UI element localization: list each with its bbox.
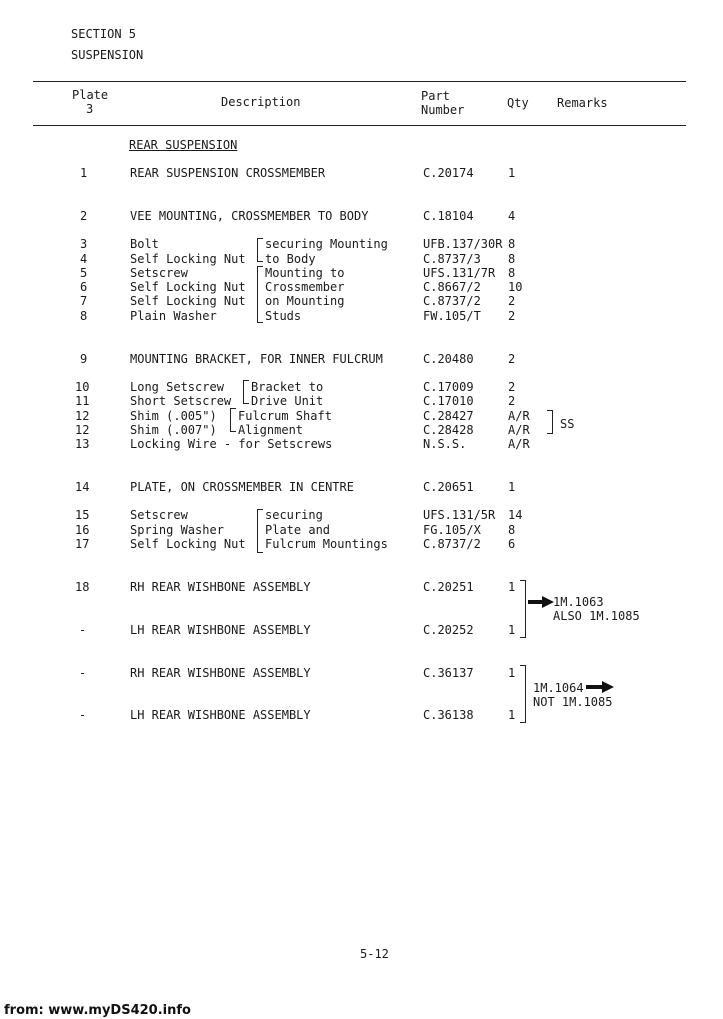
- row-note: on Mounting: [265, 294, 345, 308]
- row-description: Short Setscrew: [130, 394, 232, 408]
- arrow-right-icon: [586, 681, 614, 693]
- row-part-number: C.8737/2: [423, 537, 481, 551]
- page-number: 5-12: [360, 947, 389, 961]
- row-plate: 6: [80, 280, 88, 294]
- row-qty: 2: [508, 294, 516, 308]
- col-part-number: Number: [421, 103, 465, 117]
- row-qty: A/R: [508, 423, 530, 437]
- row-qty: 1: [508, 623, 516, 637]
- row-note: Alignment: [238, 423, 304, 437]
- row-description: REAR SUSPENSION CROSSMEMBER: [130, 166, 326, 180]
- row-qty: 14: [508, 508, 523, 522]
- bracket-wishbone-1: [520, 580, 526, 638]
- arrow-right-icon: [528, 596, 554, 608]
- row-note: Fulcrum Shaft: [238, 409, 332, 423]
- row-part-number: C.18104: [423, 209, 474, 223]
- row-plate: 13: [75, 437, 90, 451]
- row-plate: 3: [80, 237, 88, 251]
- row-note: Fulcrum Mountings: [265, 537, 388, 551]
- row-part-number: C.36138: [423, 708, 474, 722]
- row-qty: 10: [508, 280, 523, 294]
- row-note: to Body: [265, 252, 316, 266]
- row-qty: 8: [508, 523, 516, 537]
- row-description: Setscrew: [130, 508, 188, 522]
- row-plate: -: [79, 708, 87, 722]
- row-plate: 18: [75, 580, 90, 594]
- row-note: Mounting to: [265, 266, 345, 280]
- bracket-group-1a: [257, 238, 263, 262]
- bracket-group-2: [243, 380, 249, 404]
- row-qty: 1: [508, 166, 516, 180]
- row-description: RH REAR WISHBONE ASSEMBLY: [130, 580, 311, 594]
- row-qty: 2: [508, 394, 516, 408]
- row-plate: 5: [80, 266, 88, 280]
- row-qty: A/R: [508, 437, 530, 451]
- header-rule-bottom: [33, 125, 686, 126]
- row-part-number: C.20174: [423, 166, 474, 180]
- row-plate: 16: [75, 523, 90, 537]
- row-description: RH REAR WISHBONE ASSEMBLY: [130, 666, 311, 680]
- row-qty: 6: [508, 537, 516, 551]
- row-qty: 4: [508, 209, 516, 223]
- row-qty: 2: [508, 352, 516, 366]
- row-description: LH REAR WISHBONE ASSEMBLY: [130, 623, 311, 637]
- row-plate: 2: [80, 209, 88, 223]
- section-label: SECTION 5: [71, 27, 137, 41]
- row-part-number: C.20252: [423, 623, 474, 637]
- row-description: Self Locking Nut: [130, 294, 246, 308]
- row-qty: 1: [508, 708, 516, 722]
- header-rule-top: [33, 81, 686, 82]
- row-qty: A/R: [508, 409, 530, 423]
- row-note: Bracket to: [251, 380, 324, 394]
- row-part-number: UFB.137/30R: [423, 237, 503, 251]
- row-plate: 12: [75, 423, 90, 437]
- row-qty: 8: [508, 266, 516, 280]
- row-description: Shim (.005"): [130, 409, 217, 423]
- row-plate: 8: [80, 309, 88, 323]
- row-description: Long Setscrew: [130, 380, 224, 394]
- row-part-number: FG.105/X: [423, 523, 481, 537]
- row-description: Shim (.007"): [130, 423, 217, 437]
- row-note: Plate and: [265, 523, 331, 537]
- col-plate: Plate: [72, 88, 109, 102]
- row-description: PLATE, ON CROSSMEMBER IN CENTRE: [130, 480, 354, 494]
- row-description: Setscrew: [130, 266, 188, 280]
- bracket-ss: [547, 410, 553, 434]
- row-qty: 8: [508, 252, 516, 266]
- bracket-group-1b: [257, 266, 263, 323]
- col-description: Description: [221, 95, 301, 109]
- col-remarks: Remarks: [557, 96, 608, 110]
- row-note: Crossmember: [265, 280, 345, 294]
- row-plate: 9: [80, 352, 88, 366]
- row-part-number: C.20251: [423, 580, 474, 594]
- row-plate: 11: [75, 394, 90, 408]
- row-description: Self Locking Nut: [130, 252, 246, 266]
- remark-not-1m1085: NOT 1M.1085: [533, 695, 613, 709]
- row-plate: 15: [75, 508, 90, 522]
- remark-ss: SS: [560, 417, 575, 431]
- section-title: SUSPENSION: [71, 48, 144, 62]
- row-description: MOUNTING BRACKET, FOR INNER FULCRUM: [130, 352, 383, 366]
- row-description: Self Locking Nut: [130, 537, 246, 551]
- row-part-number: N.S.S.: [423, 437, 467, 451]
- bracket-group-4: [257, 509, 263, 553]
- row-plate: 4: [80, 252, 88, 266]
- row-note: securing: [265, 508, 323, 522]
- row-qty: 1: [508, 580, 516, 594]
- bracket-wishbone-2: [520, 665, 526, 723]
- bracket-group-3: [230, 408, 236, 432]
- row-qty: 1: [508, 480, 516, 494]
- row-qty: 8: [508, 237, 516, 251]
- row-plate: 10: [75, 380, 90, 394]
- row-description: Plain Washer: [130, 309, 217, 323]
- row-part-number: C.8737/2: [423, 294, 481, 308]
- row-description: LH REAR WISHBONE ASSEMBLY: [130, 708, 311, 722]
- row-part-number: C.28428: [423, 423, 474, 437]
- row-plate: 7: [80, 294, 88, 308]
- row-note: securing Mounting: [265, 237, 388, 251]
- row-part-number: UFS.131/5R: [423, 508, 496, 522]
- remark-1m1063: 1M.1063: [553, 595, 604, 609]
- row-part-number: C.36137: [423, 666, 474, 680]
- row-qty: 2: [508, 309, 516, 323]
- col-plate-no: 3: [86, 102, 94, 116]
- row-note: Studs: [265, 309, 302, 323]
- row-part-number: C.8737/3: [423, 252, 481, 266]
- row-plate: -: [79, 666, 87, 680]
- row-qty: 1: [508, 666, 516, 680]
- row-plate: 14: [75, 480, 90, 494]
- row-plate: 1: [80, 166, 88, 180]
- col-qty: Qty: [507, 96, 529, 110]
- row-description: Spring Washer: [130, 523, 224, 537]
- section-heading: REAR SUSPENSION: [129, 138, 238, 152]
- row-part-number: C.8667/2: [423, 280, 481, 294]
- remark-1m1064: 1M.1064: [533, 681, 584, 695]
- col-part: Part: [421, 89, 450, 103]
- row-description: Locking Wire - for Setscrews: [130, 437, 333, 451]
- row-part-number: C.28427: [423, 409, 474, 423]
- row-note: Drive Unit: [251, 394, 324, 408]
- row-part-number: C.17010: [423, 394, 474, 408]
- row-plate: 17: [75, 537, 90, 551]
- row-qty: 2: [508, 380, 516, 394]
- row-plate: -: [79, 623, 87, 637]
- row-part-number: UFS.131/7R: [423, 266, 496, 280]
- row-part-number: C.17009: [423, 380, 474, 394]
- row-description: Bolt: [130, 237, 159, 251]
- row-description: Self Locking Nut: [130, 280, 246, 294]
- row-description: VEE MOUNTING, CROSSMEMBER TO BODY: [130, 209, 369, 223]
- row-part-number: C.20651: [423, 480, 474, 494]
- footer-source: from: www.myDS420.info: [4, 1003, 191, 1018]
- row-plate: 12: [75, 409, 90, 423]
- remark-also-1m1085: ALSO 1M.1085: [553, 609, 640, 623]
- row-part-number: FW.105/T: [423, 309, 481, 323]
- row-part-number: C.20480: [423, 352, 474, 366]
